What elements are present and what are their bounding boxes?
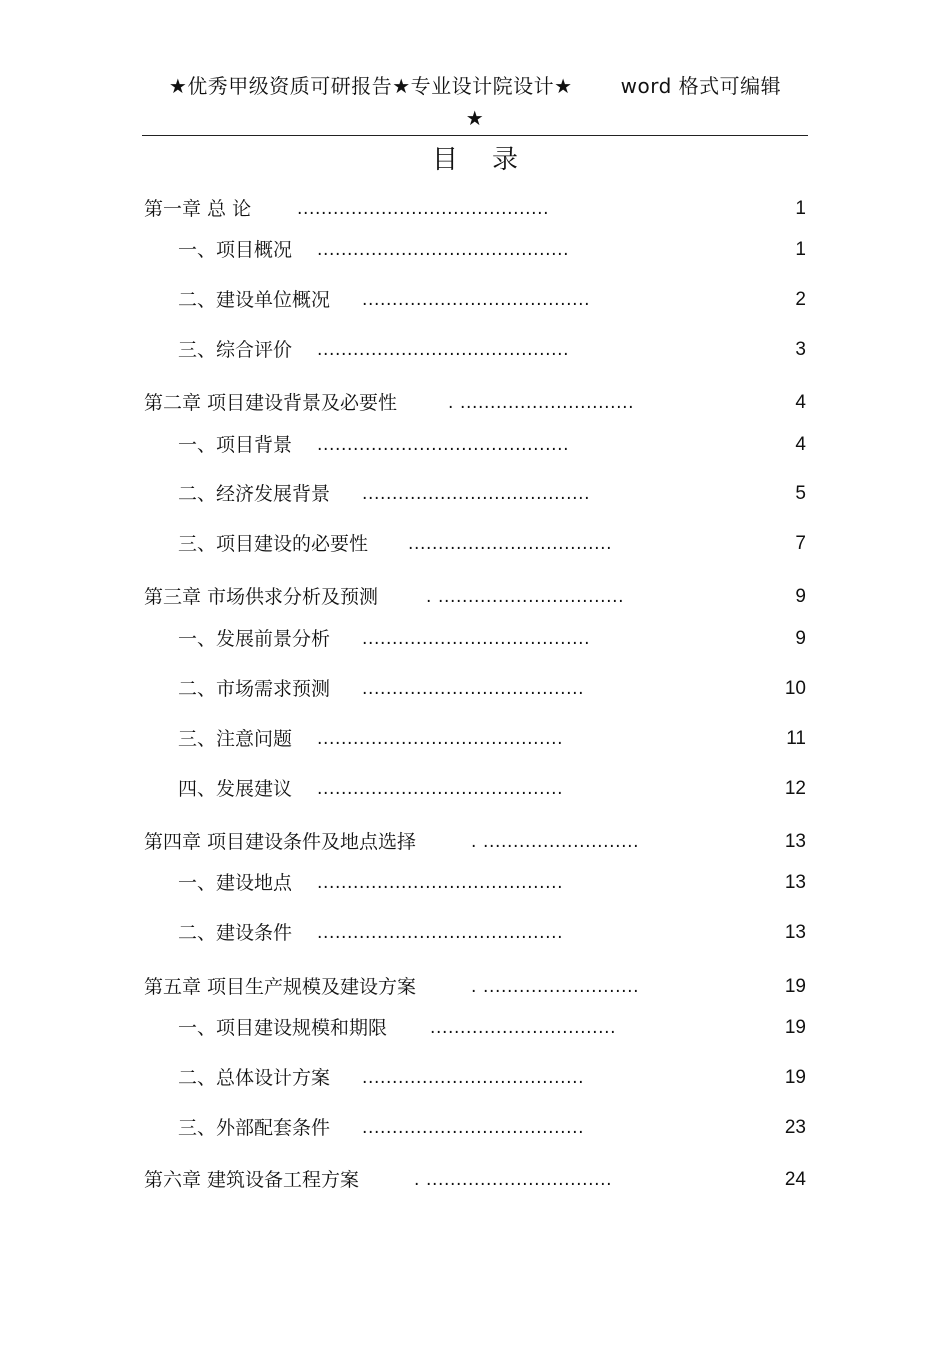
toc-entry-leader: ......................................... bbox=[317, 729, 564, 749]
table-of-contents bbox=[142, 0, 808, 1345]
toc-entry[interactable] bbox=[142, 869, 808, 897]
toc-entry-leader: ..................................... bbox=[362, 1118, 585, 1138]
toc-entry[interactable] bbox=[142, 195, 808, 223]
toc-entry-page-number: 10 bbox=[784, 678, 806, 699]
toc-entry[interactable] bbox=[142, 431, 808, 459]
toc-entry-leader: .......................................... bbox=[317, 240, 570, 260]
toc-entry-page-number: 12 bbox=[784, 778, 806, 799]
toc-entry-label: 一、项目概况 bbox=[178, 239, 293, 261]
toc-entry-page-number: 4 bbox=[795, 434, 806, 455]
toc-entry-page-number: 9 bbox=[795, 586, 806, 607]
toc-entry[interactable] bbox=[142, 1064, 808, 1092]
toc-entry-label: 一、建设地点 bbox=[178, 872, 293, 894]
toc-entry-label: 三、综合评价 bbox=[178, 339, 293, 361]
toc-entry-page-number: 13 bbox=[784, 831, 806, 852]
toc-entry-page-number: 5 bbox=[795, 483, 806, 504]
toc-entry-page-number: 1 bbox=[795, 198, 806, 219]
toc-entry[interactable] bbox=[142, 725, 808, 753]
toc-entry-label: 二、市场需求预测 bbox=[178, 678, 331, 700]
toc-entry-leader: ............................... bbox=[430, 1018, 617, 1038]
toc-entry-page-number: 19 bbox=[784, 976, 806, 997]
toc-entry-page-number: 7 bbox=[795, 533, 806, 554]
toc-entry-page-number: 3 bbox=[795, 339, 806, 360]
toc-entry-page-number: 4 bbox=[795, 392, 806, 413]
toc-entry-label: 一、发展前景分析 bbox=[178, 628, 331, 650]
toc-entry-leader: . .......................... bbox=[471, 977, 640, 997]
toc-entry-page-number: 24 bbox=[784, 1169, 806, 1190]
toc-entry-label: 四、发展建议 bbox=[178, 778, 293, 800]
toc-entry-label: 第一章 总 论 bbox=[144, 198, 252, 220]
toc-entry[interactable] bbox=[142, 1114, 808, 1142]
toc-entry-leader: . ............................... bbox=[426, 587, 625, 607]
toc-entry-leader: ...................................... bbox=[362, 484, 591, 504]
toc-entry[interactable] bbox=[142, 1014, 808, 1042]
toc-entry-leader: .......................................... bbox=[297, 199, 550, 219]
toc-entry-label: 第五章 项目生产规模及建设方案 bbox=[144, 976, 417, 998]
header-format-note: word 格式可编辑 bbox=[620, 74, 782, 98]
toc-entry-label: 三、项目建设的必要性 bbox=[178, 533, 369, 555]
toc-entry[interactable] bbox=[142, 625, 808, 653]
toc-entry-leader: . ............................... bbox=[414, 1170, 613, 1190]
toc-entry-leader: . ............................. bbox=[448, 393, 635, 413]
toc-entry-leader: ...................................... bbox=[362, 629, 591, 649]
header-star: ★ bbox=[465, 106, 485, 130]
toc-entry[interactable] bbox=[142, 286, 808, 314]
toc-entry-label: 三、外部配套条件 bbox=[178, 1117, 331, 1139]
toc-entry[interactable] bbox=[142, 1166, 808, 1194]
toc-entry-page-number: 19 bbox=[784, 1017, 806, 1038]
toc-entry-page-number: 11 bbox=[786, 728, 806, 749]
toc-entry-page-number: 1 bbox=[795, 239, 806, 260]
toc-entry-page-number: 23 bbox=[784, 1117, 806, 1138]
toc-entry-label: 第三章 市场供求分析及预测 bbox=[144, 586, 379, 608]
toc-entry-label: 二、总体设计方案 bbox=[178, 1067, 331, 1089]
toc-entry[interactable] bbox=[142, 828, 808, 856]
toc-entry-leader: ......................................... bbox=[317, 873, 564, 893]
toc-title: 目录 bbox=[431, 145, 552, 175]
toc-entry-label: 二、建设单位概况 bbox=[178, 289, 331, 311]
toc-entry[interactable] bbox=[142, 919, 808, 947]
toc-entry-label: 第六章 建筑设备工程方案 bbox=[144, 1169, 360, 1191]
toc-entry-label: 二、建设条件 bbox=[178, 922, 293, 944]
toc-entry[interactable] bbox=[142, 583, 808, 611]
toc-entry-leader: ..................................... bbox=[362, 679, 585, 699]
toc-entry[interactable] bbox=[142, 775, 808, 803]
toc-entry[interactable] bbox=[142, 973, 808, 1001]
toc-entry-page-number: 13 bbox=[784, 872, 806, 893]
toc-entry-label: 二、经济发展背景 bbox=[178, 483, 331, 505]
toc-entry-leader: .......................................... bbox=[317, 435, 570, 455]
toc-entry[interactable] bbox=[142, 530, 808, 558]
toc-entry-leader: ......................................... bbox=[317, 779, 564, 799]
toc-entry-page-number: 9 bbox=[795, 628, 806, 649]
toc-entry[interactable] bbox=[142, 675, 808, 703]
toc-entry-leader: .................................. bbox=[408, 534, 613, 554]
toc-entry-page-number: 19 bbox=[784, 1067, 806, 1088]
toc-entry-leader: ...................................... bbox=[362, 290, 591, 310]
toc-entry-leader: ......................................... bbox=[317, 923, 564, 943]
toc-entry[interactable] bbox=[142, 480, 808, 508]
header-title: ★优秀甲级资质可研报告★专业设计院设计★ bbox=[168, 74, 573, 98]
toc-entry-leader: . .......................... bbox=[471, 832, 640, 852]
toc-entry-label: 第四章 项目建设条件及地点选择 bbox=[144, 831, 417, 853]
toc-entry-label: 一、项目背景 bbox=[178, 434, 293, 456]
toc-entry[interactable] bbox=[142, 389, 808, 417]
toc-entry-page-number: 13 bbox=[784, 922, 806, 943]
toc-entry-leader: ..................................... bbox=[362, 1068, 585, 1088]
toc-entry-label: 三、注意问题 bbox=[178, 728, 293, 750]
toc-entry-label: 一、项目建设规模和期限 bbox=[178, 1017, 388, 1039]
toc-entry-page-number: 2 bbox=[795, 289, 806, 310]
toc-entry-leader: .......................................... bbox=[317, 340, 570, 360]
toc-entry[interactable] bbox=[142, 236, 808, 264]
toc-entry[interactable] bbox=[142, 336, 808, 364]
toc-entry-label: 第二章 项目建设背景及必要性 bbox=[144, 392, 398, 414]
